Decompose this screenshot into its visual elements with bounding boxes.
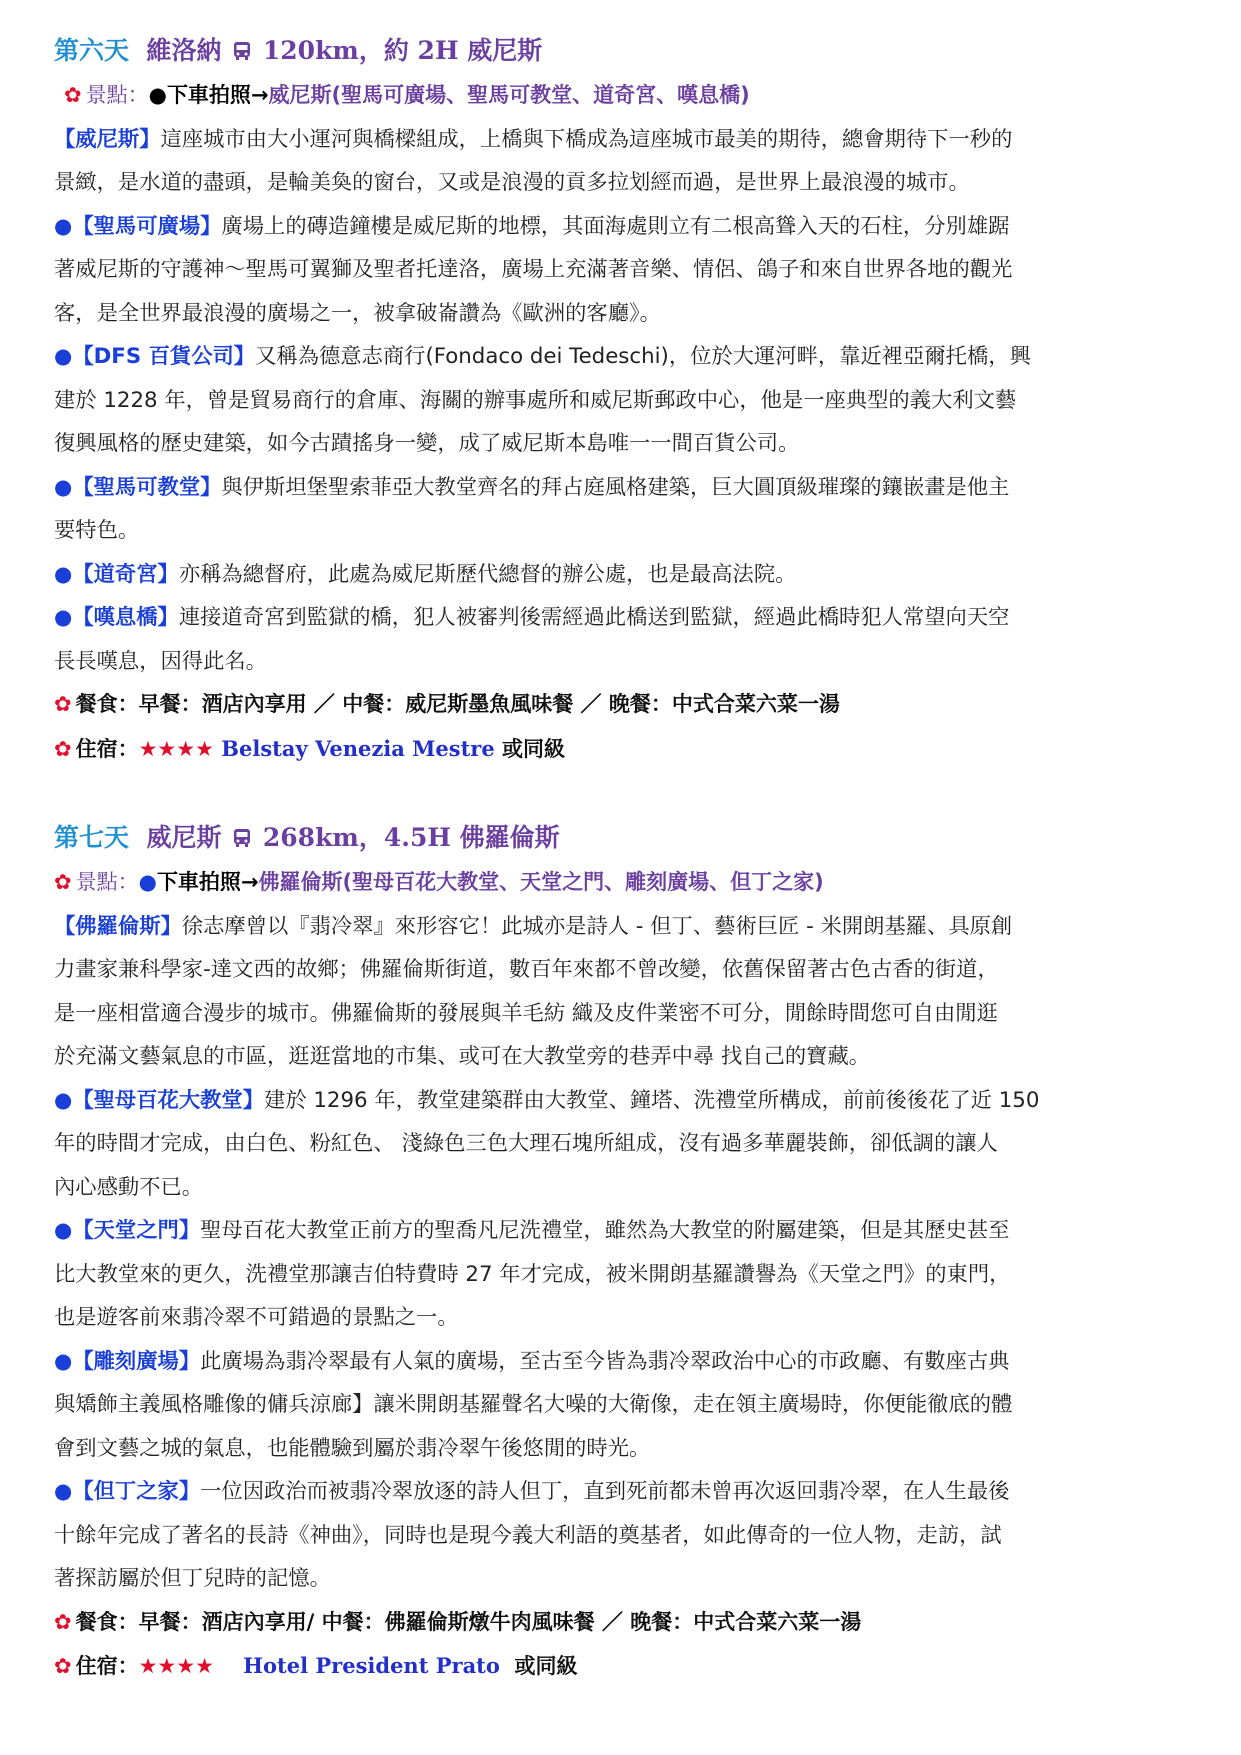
bullet-icon: ●	[54, 344, 73, 368]
paragraph-san-marco-square: ●【聖馬可廣場】廣場上的磚造鐘樓是威尼斯的地標，其面海處則立有二根高聳入天的石柱，分別雄踞 著威尼斯的守護神～聖馬可翼獅及聖者托達洛，廣場上充滿著音樂、情侶、鴿子和來自世界各地的觀光 客，是全世界最浪漫的廣場之一，被拿破崙讚為《歐洲的客廳》。	[54, 213, 1013, 326]
para-head: 【威尼斯】	[54, 126, 161, 152]
day6-sights	[54, 74, 1181, 118]
paragraph-duomo: ●【聖母百花大教堂】建於 1296 年，教堂建築群由大教堂、鐘塔、洗禮堂所構成，前前後後花了近 150 年的時間才完成，由白色、粉紅色、 淺綠色三色大理石塊所組成，沒有過多華麗裝飾，卻低調的讓人 內心感動不已。	[54, 1087, 1040, 1200]
bus-icon	[232, 827, 252, 849]
photo-label: 下車拍照	[166, 83, 251, 107]
arrow-icon: →	[250, 83, 269, 107]
day7-sights	[54, 861, 1181, 905]
sight-label: 景點：	[75, 870, 139, 894]
flower-icon: ✿	[54, 870, 72, 894]
bullet-icon: ●	[54, 561, 73, 586]
day7-route-to: 268km，4.5H 佛羅倫斯	[262, 823, 560, 852]
day6-route-from: 維洛納	[146, 36, 222, 65]
paragraph-san-marco-basilica: ●【聖馬可教堂】與伊斯坦堡聖索菲亞大教堂齊名的拜占庭風格建築，巨大圓頂級璀璨的鑲嵌畫是他主 要特色。	[54, 474, 1010, 543]
day7-title	[54, 819, 1181, 857]
arrow-icon: →	[240, 870, 259, 894]
day7-meals: ✿ 餐食：早餐：酒店內享用/ 中餐：佛羅倫斯燉牛肉風味餐 ／ 晚餐：中式合菜六菜一湯	[54, 1609, 862, 1634]
star-rating: ★★★★	[138, 736, 214, 761]
bullet-icon: ●	[54, 1087, 73, 1112]
flower-icon: ✿	[54, 736, 72, 761]
bullet-icon: ●	[148, 83, 167, 107]
paragraph-gates-of-paradise: ●【天堂之門】聖母百花大教堂正前方的聖喬凡尼洗禮堂，雖然為大教堂的附屬建築，但是其歷史甚至 比大教堂來的更久，洗禮堂那讓吉伯特費時 27 年才完成，被米開朗基羅讚譽為《天堂之門》的東門， 也是遊客前來翡冷翠不可錯過的景點之一。	[54, 1218, 1011, 1330]
day6-label: 第六天	[54, 36, 130, 65]
bullet-icon: ●	[54, 213, 73, 238]
flower-icon: ✿	[54, 692, 72, 716]
flower-icon: ✿	[64, 83, 82, 107]
paragraph-doge-palace: ●【道奇宮】亦稱為總督府，此處為威尼斯歷代總督的辦公處，也是最高法院。	[54, 561, 797, 587]
day6-section	[54, 32, 1181, 771]
paragraph-bridge-of-sighs: ●【嘆息橋】連接道奇宮到監獄的橋，犯人被審判後需經過此橋送到監獄，經過此橋時犯人常望向天空 長長嘆息，因得此名。	[54, 605, 1010, 674]
bullet-icon: ●	[54, 1218, 73, 1242]
day6-stay: ✿ 住宿：★★★★ Belstay Venezia Mestre 或同級	[54, 735, 566, 761]
day7-route-from: 威尼斯	[146, 823, 222, 852]
bullet-icon: ●	[138, 870, 157, 894]
bus-icon	[232, 40, 252, 62]
sight-list: 佛羅倫斯(聖母百花大教堂、天堂之門、雕刻廣場、但丁之家)	[258, 870, 824, 894]
bullet-icon: ●	[54, 474, 73, 499]
day7-stay: ✿ 住宿：★★★★ Hotel President Prato 或同級	[54, 1653, 578, 1678]
bullet-icon: ●	[54, 1348, 73, 1373]
flower-icon: ✿	[54, 1609, 72, 1634]
sight-list: 威尼斯(聖馬可廣場、聖馬可教堂、道奇宮、嘆息橋)	[268, 83, 750, 107]
day7-label: 第七天	[54, 823, 130, 852]
day6-meals: ✿ 餐食：早餐：酒店內享用 ／ 中餐：威尼斯墨魚風味餐 ／ 晚餐：中式合菜六菜一湯	[54, 692, 840, 716]
paragraph-florence: 【佛羅倫斯】徐志摩曾以『翡冷翠』來形容它！此城亦是詩人 - 但丁、藝術巨匠 - 米開朗基羅、具原創 力畫家兼科學家-達文西的故鄉；佛羅倫斯街道，數百年來都不曾改變，依舊保留著古色古香的街道， 是一座相當適合漫步的城市。佛羅倫斯的發展與羊毛紡 織及皮件業密不可分，閒餘時間您可自由閒逛 於充滿文藝氣息的市區，逛逛當地的市集、或可在大教堂旁的巷弄中尋 找自己的寶藏。	[54, 913, 1013, 1069]
paragraph-venice: 【威尼斯】這座城市由大小運河與橋樑組成，上橋與下橋成為這座城市最美的期待，總會期待下一秒的 景緻，是水道的盡頭，是輪美奐的窗台，又或是浪漫的貢多拉划經而過，是世界上最浪漫的城市。	[54, 126, 1013, 195]
photo-label: 下車拍照	[156, 870, 241, 894]
hotel-name: Belstay Venezia Mestre	[221, 735, 495, 761]
hotel-name: Hotel President Prato	[243, 1653, 500, 1678]
day6-route-to: 120km，約 2H 威尼斯	[262, 36, 543, 65]
paragraph-dfs: ●【DFS 百貨公司】又稱為德意志商行(Fondaco dei Tedeschi)，位於大運河畔，靠近裡亞爾托橋，興 建於 1228 年，曾是貿易商行的倉庫、海關的辦事處所和威尼斯郵政中心，他是一座典型的義大利文藝 復興風格的歷史建築，如今古蹟搖身一變，成了威尼斯本島唯一一間百貨公司。	[54, 344, 1031, 456]
day6-title	[54, 32, 1181, 70]
bullet-icon: ●	[54, 605, 73, 629]
paragraph-dante-house: ●【但丁之家】一位因政治而被翡冷翠放逐的詩人但丁，直到死前都未曾再次返回翡冷翠，在人生最後 十餘年完成了著名的長詩《神曲》，同時也是現今義大利語的奠基者，如此傳奇的一位人物，走訪，試 著探訪屬於但丁兒時的記憶。	[54, 1479, 1010, 1591]
paragraph-piazza-signoria: ●【雕刻廣場】此廣場為翡冷翠最有人氣的廣場，至古至今皆為翡冷翠政治中心的市政廳、有數座古典 與矯飾主義風格雕像的傭兵涼廊】讓米開朗基羅聲名大噪的大衛像，走在領主廣場時，你便能徹底的體 會到文藝之城的氣息，也能體驗到屬於翡冷翠午後悠閒的時光。	[54, 1348, 1013, 1461]
star-rating: ★★★★	[138, 1654, 214, 1678]
day7-section	[54, 819, 1181, 1689]
flower-icon: ✿	[54, 1654, 72, 1678]
bullet-icon: ●	[54, 1479, 73, 1503]
sight-label: 景點：	[85, 83, 149, 107]
